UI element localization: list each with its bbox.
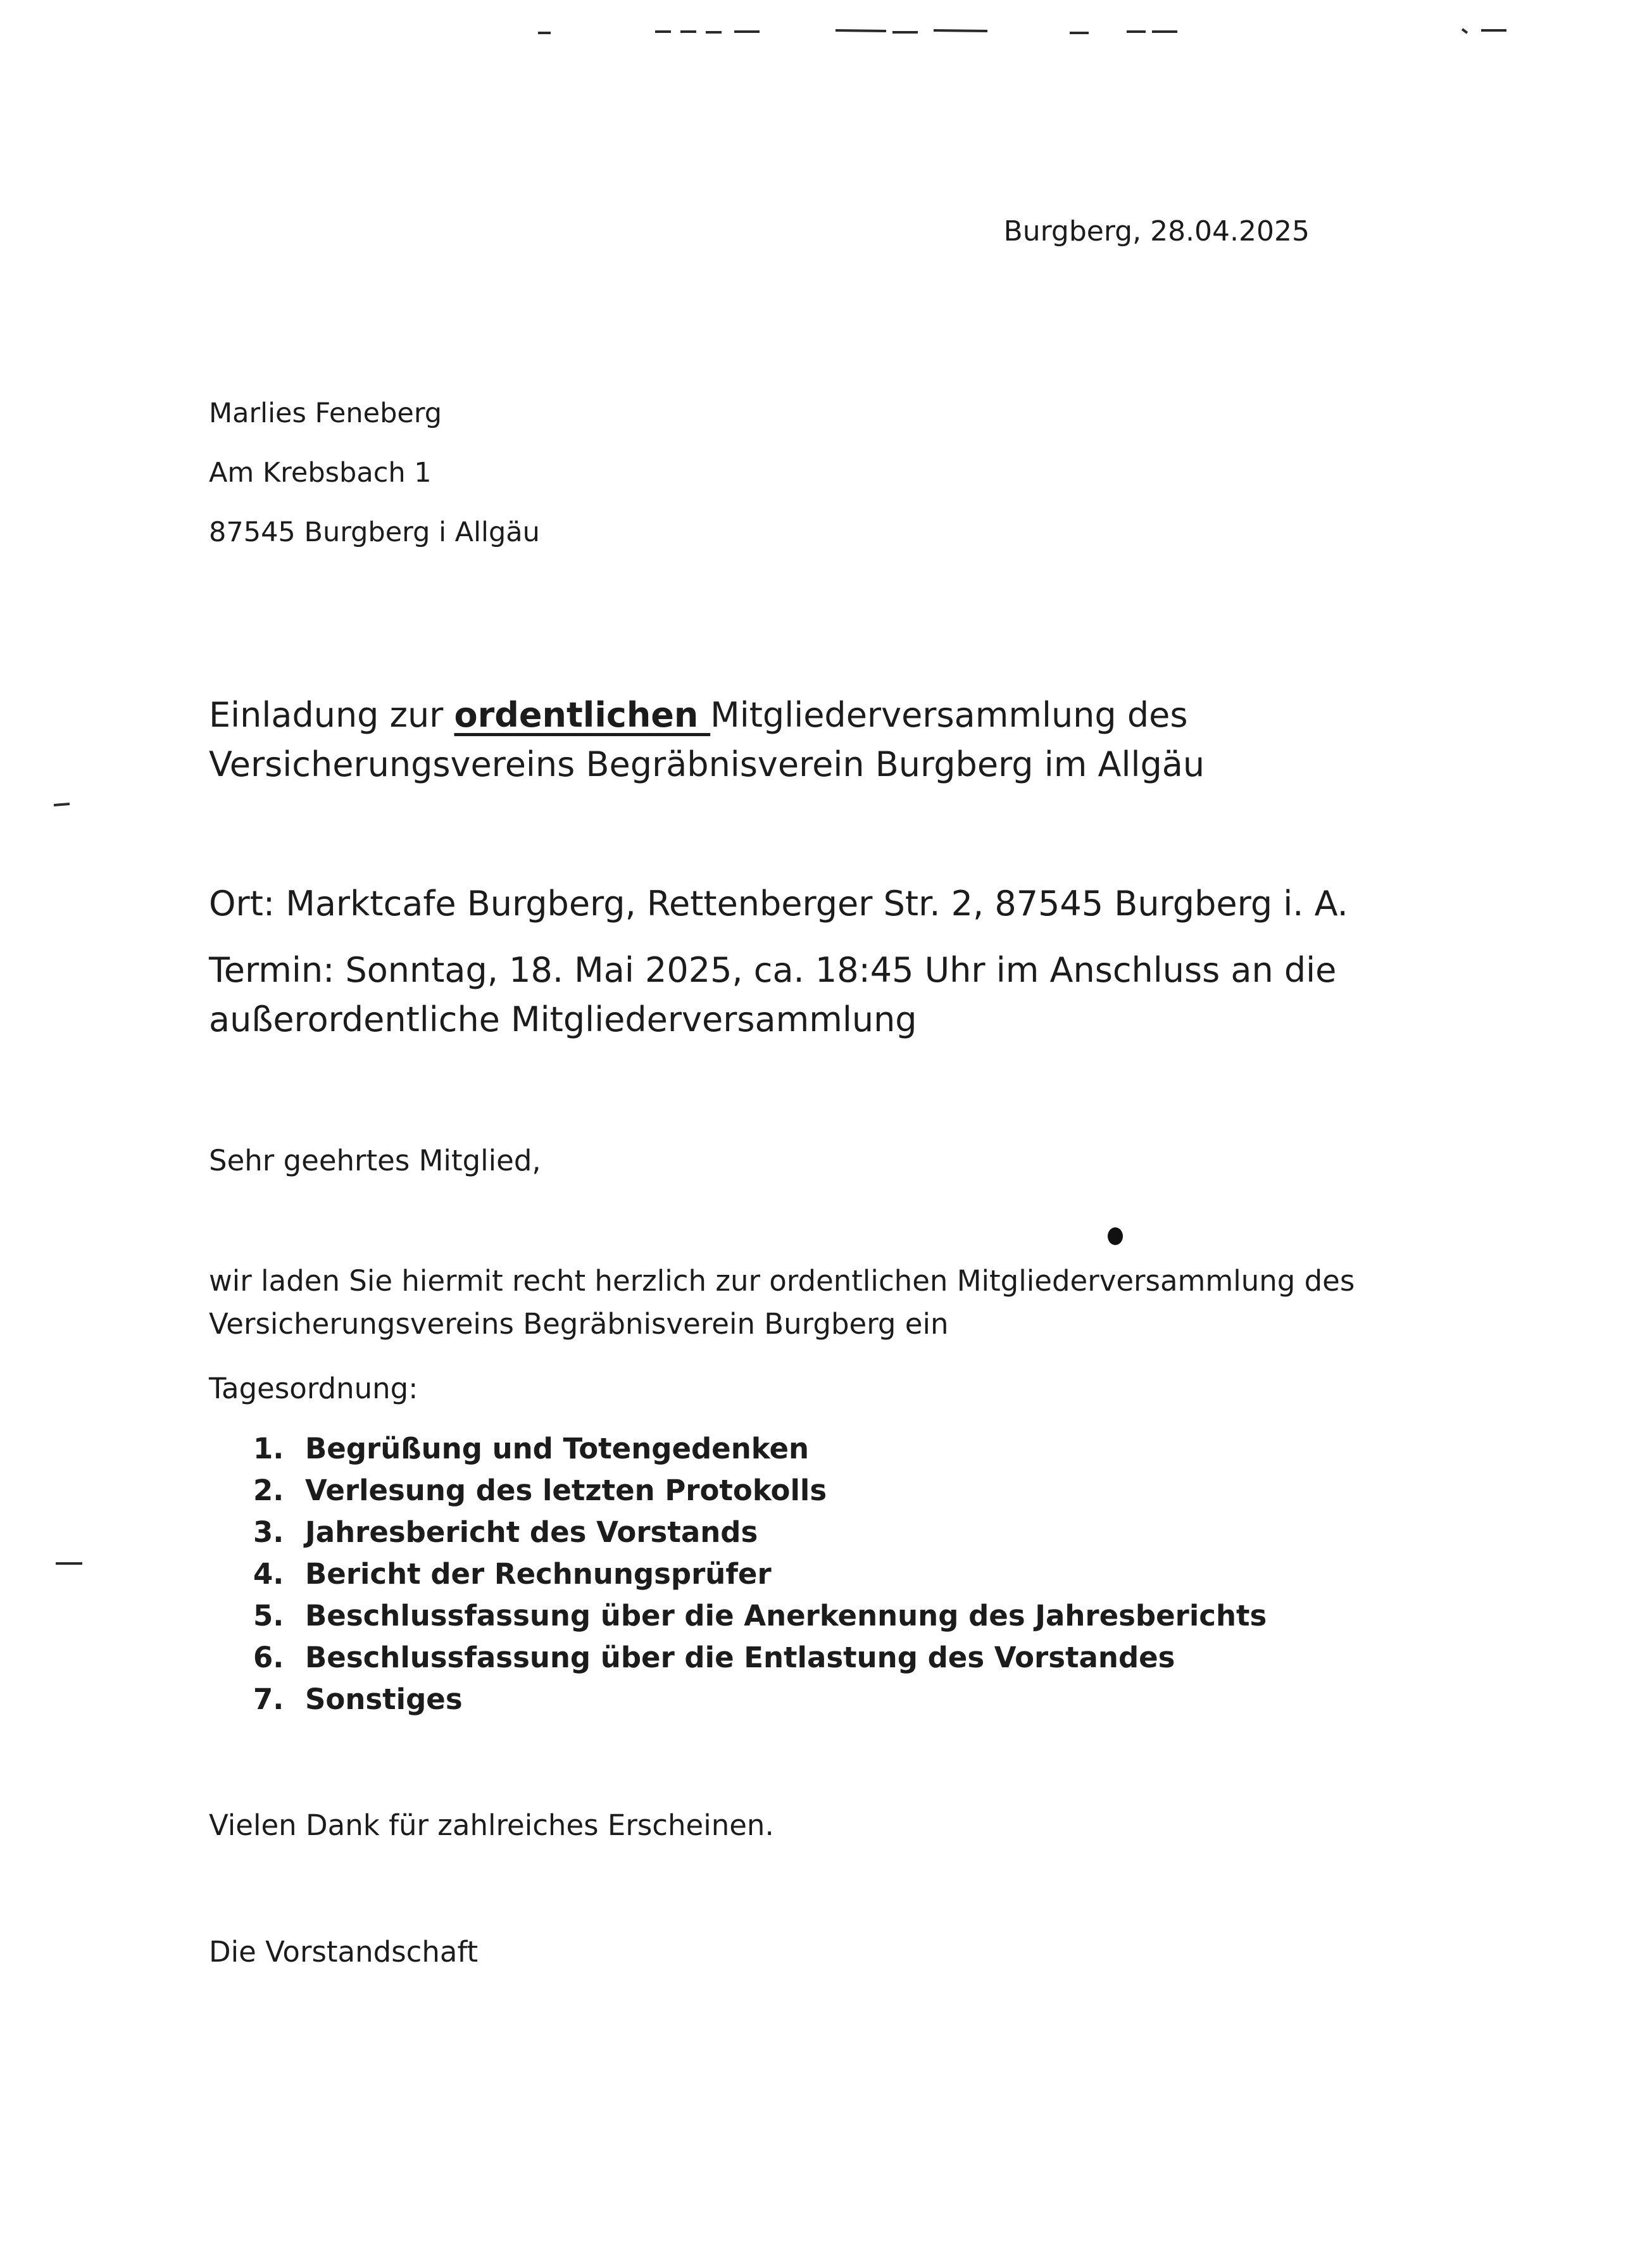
meeting-time-line-2: außerordentliche Mitgliederversammlung	[209, 999, 917, 1039]
closing-thanks: Vielen Dank für zahlreiches Erscheinen.	[209, 1808, 774, 1842]
agenda-item	[253, 1637, 1267, 1679]
agenda-item-number: 3.	[253, 1515, 284, 1549]
agenda-item	[253, 1512, 1267, 1553]
agenda-item-text: Jahresbericht des Vorstands	[305, 1515, 758, 1549]
recipient-street: Am Krebsbach 1	[209, 457, 432, 489]
agenda-item	[253, 1595, 1267, 1637]
salutation: Sehr geehrtes Mitglied,	[209, 1144, 541, 1177]
intro-line-1: wir laden Sie hiermit recht herzlich zur ordentlichen Mitgliederversammlung des	[209, 1264, 1355, 1298]
agenda-item-number: 1.	[253, 1432, 284, 1465]
agenda-item-number: 5.	[253, 1599, 284, 1632]
subject-line-1	[209, 690, 1187, 741]
agenda-item-number: 4.	[253, 1557, 284, 1591]
agenda-list	[253, 1428, 1267, 1720]
agenda-item-number: 2.	[253, 1474, 284, 1507]
meeting-time-line-1: Termin: Sonntag, 18. Mai 2025, ca. 18:45 Uhr im Anschluss an die	[209, 950, 1337, 990]
signature: Die Vorstandschaft	[209, 1935, 479, 1969]
agenda-item	[253, 1679, 1267, 1720]
intro-line-2: Versicherungsvereins Begräbnisverein Burgberg ein	[209, 1307, 949, 1341]
agenda-item-number: 7.	[253, 1682, 284, 1716]
meeting-location: Ort: Marktcafe Burgberg, Rettenberger Str. 2, 87545 Burgberg i. A.	[209, 884, 1348, 924]
agenda-item-text: Beschlussfassung über die Anerkennung des Jahresberichts	[305, 1599, 1267, 1632]
recipient-name: Marlies Feneberg	[209, 398, 442, 429]
subject-suffix: Mitgliederversammlung des	[710, 695, 1188, 735]
letter-date: Burgberg, 28.04.2025	[1003, 215, 1310, 247]
subject-emphasis: ordentlichen	[454, 695, 711, 735]
subject-line-2: Versicherungsvereins Begräbnisverein Burgberg im Allgäu	[209, 744, 1205, 784]
agenda-heading: Tagesordnung:	[209, 1372, 418, 1405]
agenda-item	[253, 1553, 1267, 1595]
agenda-item-text: Beschlussfassung über die Entlastung des Vorstandes	[305, 1641, 1175, 1674]
agenda-item	[253, 1428, 1267, 1470]
agenda-item-number: 6.	[253, 1641, 284, 1674]
agenda-item-text: Sonstiges	[305, 1682, 463, 1716]
recipient-city: 87545 Burgberg i Allgäu	[209, 517, 540, 548]
agenda-item	[253, 1470, 1267, 1512]
agenda-item-text: Begrüßung und Totengedenken	[305, 1432, 810, 1465]
agenda-item-text: Bericht der Rechnungsprüfer	[305, 1557, 772, 1591]
subject-prefix: Einladung zur	[209, 695, 454, 735]
agenda-item-text: Verlesung des letzten Protokolls	[305, 1474, 827, 1507]
